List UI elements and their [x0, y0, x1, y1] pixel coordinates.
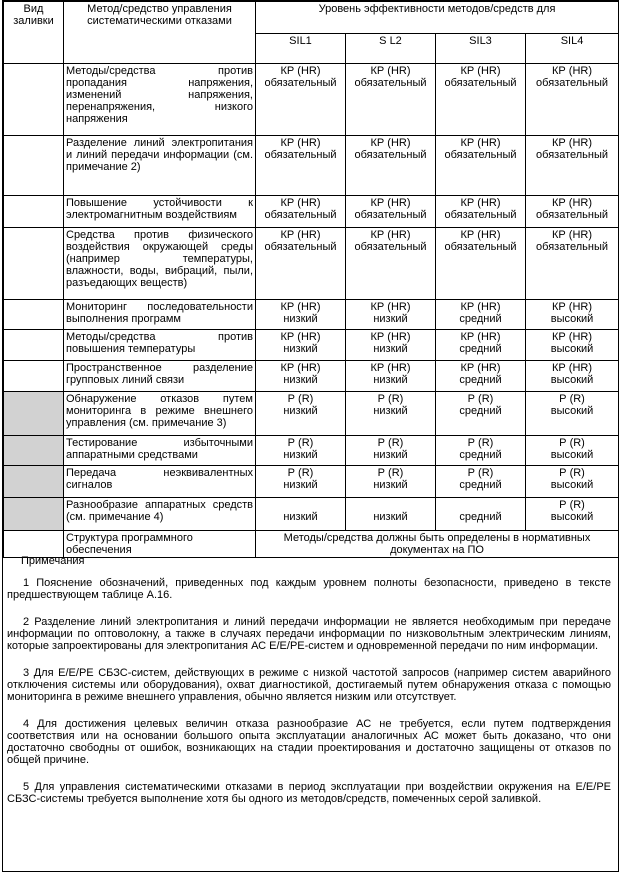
method-cell: Разнообразие аппаратных средств (см. примечание 4) [64, 498, 256, 531]
effectiveness-text: обязательный [444, 241, 517, 253]
recommendation-text: КР (HR) [280, 331, 321, 343]
level-cell-sil1 [256, 136, 346, 196]
recommendation-text: КР (HR) [460, 331, 501, 343]
recommendation-text: КР (HR) [552, 362, 593, 374]
kind-cell [4, 196, 64, 228]
table-row [4, 228, 619, 300]
level-cell-sil3 [436, 361, 526, 392]
methods-table [3, 1, 619, 558]
header-kind: Вид заливки [4, 2, 64, 64]
header-method: Метод/средство управления систематическими отказами [64, 2, 256, 64]
document-sheet [2, 0, 619, 872]
effectiveness-text: обязательный [264, 77, 337, 89]
effectiveness-text: низкий [373, 511, 408, 523]
effectiveness-text: низкий [373, 479, 408, 491]
level-cell-sil4 [526, 330, 619, 361]
level-cell-sil2 [346, 436, 436, 466]
level-cell-sil2 [346, 136, 436, 196]
effectiveness-text: обязательный [264, 241, 337, 253]
recommendation-text: Р (R) [377, 393, 404, 405]
level-cell-sil1 [256, 300, 346, 330]
level-cell-sil3 [436, 330, 526, 361]
recommendation-text [258, 499, 343, 511]
recommendation-text: КР (HR) [280, 65, 321, 77]
effectiveness-text: обязательный [444, 77, 517, 89]
recommendation-text: Р (R) [559, 393, 585, 405]
recommendation-text: КР (HR) [370, 331, 411, 343]
kind-cell [4, 392, 64, 436]
effectiveness-text: низкий [283, 449, 318, 461]
recommendation-text: КР (HR) [552, 301, 593, 313]
table-row [4, 361, 619, 392]
table-row [4, 330, 619, 361]
level-cell-sil1 [256, 498, 346, 531]
table-row [4, 392, 619, 436]
recommendation-text: Р (R) [287, 393, 314, 405]
effectiveness-text: низкий [283, 511, 318, 523]
recommendation-text: Р (R) [377, 437, 404, 449]
effectiveness-text: средний [459, 343, 502, 355]
effectiveness-text: низкий [373, 405, 408, 417]
recommendation-text: КР (HR) [460, 362, 501, 374]
kind-cell [4, 531, 64, 558]
level-cell-sil3 [436, 64, 526, 136]
notes-title: Примечания [21, 555, 85, 567]
level-cell-sil2 [346, 196, 436, 228]
method-cell: Повышение устойчивости к электромагнитным воздействиям [64, 196, 256, 228]
effectiveness-text: низкий [373, 343, 408, 355]
table-row [4, 196, 619, 228]
effectiveness-text: низкий [373, 313, 408, 325]
table-row [4, 300, 619, 330]
level-cell-sil2 [346, 228, 436, 300]
level-cell-sil1 [256, 330, 346, 361]
recommendation-text: КР (HR) [552, 331, 593, 343]
recommendation-text: КР (HR) [370, 65, 411, 77]
level-cell-sil2 [346, 466, 436, 498]
header-level: Уровень эффективности методов/средств для [256, 2, 619, 34]
method-cell: Пространственное разделение групповых линий связи [64, 361, 256, 392]
level-cell-sil2 [346, 330, 436, 361]
recommendation-text: КР (HR) [552, 197, 593, 209]
level-cell-sil4 [526, 64, 619, 136]
notes-section [3, 555, 618, 820]
effectiveness-text: высокий [550, 511, 594, 523]
effectiveness-text: высокий [550, 313, 594, 325]
level-cell-sil3 [436, 392, 526, 436]
level-cell-sil3 [436, 196, 526, 228]
effectiveness-text: средний [459, 479, 502, 491]
effectiveness-text: средний [459, 449, 502, 461]
kind-cell [4, 228, 64, 300]
method-cell: Методы/средства против повышения температуры [64, 330, 256, 361]
level-cell-sil3 [436, 498, 526, 531]
kind-cell [4, 466, 64, 498]
effectiveness-text: низкий [373, 449, 408, 461]
effectiveness-text: высокий [550, 374, 594, 386]
recommendation-text: Р (R) [467, 437, 494, 449]
level-cell-sil1 [256, 196, 346, 228]
level-cell-sil4 [526, 392, 619, 436]
recommendation-text [348, 499, 433, 511]
note-item: 3 Для Е/Е/РЕ СБЗС-систем, действующих в режиме с низкой частотой запросов (например систем аварийного отключения системы или оборудования), охват диагностикой, достигаемый путем обнаружения отказа с помощью мониторинга в режиме внешнего управления, обычно является низким или отсутствует. [7, 667, 611, 703]
level-cell-sil2 [346, 64, 436, 136]
effectiveness-text: обязательный [444, 149, 517, 161]
merged-requirement-cell: Методы/средства должны быть определены в нормативных документах на ПО [256, 531, 619, 558]
recommendation-text: Р (R) [467, 393, 494, 405]
effectiveness-text: средний [459, 405, 502, 417]
method-cell: Обнаружение отказов путем мониторинга в режиме внешнего управления (см. примечание 3) [64, 392, 256, 436]
level-cell-sil4 [526, 498, 619, 531]
level-cell-sil3 [436, 228, 526, 300]
level-cell-sil3 [436, 300, 526, 330]
effectiveness-text: высокий [550, 449, 594, 461]
recommendation-text: КР (HR) [280, 301, 321, 313]
table-row [4, 436, 619, 466]
level-cell-sil4 [526, 136, 619, 196]
method-cell: Разделение линий электропитания и линий передачи информации (см. примечание 2) [64, 136, 256, 196]
effectiveness-text: средний [459, 511, 502, 523]
recommendation-text: КР (HR) [280, 362, 321, 374]
table-row [4, 136, 619, 196]
kind-cell [4, 361, 64, 392]
recommendation-text: КР (HR) [370, 137, 411, 149]
level-cell-sil1 [256, 466, 346, 498]
method-cell: Структура программного обеспечения [64, 531, 256, 558]
effectiveness-text: обязательный [264, 149, 337, 161]
table-row [4, 466, 619, 498]
level-cell-sil3 [436, 136, 526, 196]
recommendation-text: Р (R) [559, 467, 585, 479]
recommendation-text: КР (HR) [552, 229, 593, 241]
recommendation-text: КР (HR) [280, 137, 321, 149]
recommendation-text: КР (HR) [280, 197, 321, 209]
kind-cell [4, 498, 64, 531]
effectiveness-text: обязательный [536, 209, 609, 221]
table-row [4, 64, 619, 136]
effectiveness-text: обязательный [444, 209, 517, 221]
level-cell-sil4 [526, 361, 619, 392]
header-sil3: SIL3 [436, 34, 526, 64]
kind-cell [4, 136, 64, 196]
level-cell-sil2 [346, 392, 436, 436]
effectiveness-text: низкий [283, 343, 318, 355]
recommendation-text: КР (HR) [370, 229, 411, 241]
recommendation-text: Р (R) [287, 467, 314, 479]
effectiveness-text: средний [459, 374, 502, 386]
effectiveness-text: низкий [373, 374, 408, 386]
recommendation-text: КР (HR) [552, 65, 593, 77]
recommendation-text: КР (HR) [460, 197, 501, 209]
level-cell-sil1 [256, 64, 346, 136]
recommendation-text: Р (R) [559, 437, 585, 449]
effectiveness-text: обязательный [354, 149, 427, 161]
recommendation-text: КР (HR) [460, 65, 501, 77]
level-cell-sil4 [526, 300, 619, 330]
note-item: 4 Для достижения целевых величин отказа разнообразие АС не требуется, если путем подтверждения соответствия или на основании большого опыта эксплуатации аналогичных АС может быть доказано, что они достаточно свободны от ошибок, возникающих на стадии проектирования и достаточно защищены от отказов по общей причине. [7, 718, 611, 766]
level-cell-sil3 [436, 436, 526, 466]
recommendation-text: Р (R) [559, 499, 585, 511]
method-cell: Мониторинг последовательности выполнения программ [64, 300, 256, 330]
recommendation-text: Р (R) [467, 467, 494, 479]
method-cell: Средства против физического воздействия окружающей среды (например температуры, влажности, воды, вибраций, пыли, разъедающих веществ) [64, 228, 256, 300]
method-cell: Методы/средства против пропадания напряжения, изменений напряжения, перенапряжения, низкого напряжения [64, 64, 256, 136]
method-cell: Передача неэквивалентных сигналов [64, 466, 256, 498]
recommendation-text: КР (HR) [552, 137, 593, 149]
effectiveness-text: низкий [283, 313, 318, 325]
level-cell-sil4 [526, 228, 619, 300]
note-item: 1 Пояснение обозначений, приведенных под каждым уровнем полноты безопасности, приведено в тексте предшествующем таблице А.16. [7, 577, 611, 601]
header-sil2: S L2 [346, 34, 436, 64]
kind-cell [4, 330, 64, 361]
effectiveness-text: обязательный [536, 149, 609, 161]
recommendation-text: Р (R) [377, 467, 404, 479]
level-cell-sil1 [256, 361, 346, 392]
kind-cell [4, 436, 64, 466]
effectiveness-text: высокий [550, 405, 594, 417]
recommendation-text: КР (HR) [370, 362, 411, 374]
level-cell-sil2 [346, 300, 436, 330]
effectiveness-text: обязательный [536, 77, 609, 89]
level-cell-sil2 [346, 498, 436, 531]
kind-cell [4, 300, 64, 330]
effectiveness-text: высокий [550, 343, 594, 355]
level-cell-sil1 [256, 436, 346, 466]
method-cell: Тестирование избыточными аппаратными средствами [64, 436, 256, 466]
recommendation-text: КР (HR) [370, 197, 411, 209]
header-sil1: SIL1 [256, 34, 346, 64]
note-item: 2 Разделение линий электропитания и линий передачи информации не является необходимым при передаче информации по оптоволокну, а также в случаях передачи информации по низковольтным электрическим линиям, которые запроектированы для электропитания АС Е/Е/РЕ-систем и одновременной передачи по ним информации. [7, 616, 611, 652]
recommendation-text: КР (HR) [280, 229, 321, 241]
recommendation-text: КР (HR) [370, 301, 411, 313]
effectiveness-text: обязательный [354, 241, 427, 253]
header-sil4: SIL4 [526, 34, 619, 64]
kind-cell [4, 64, 64, 136]
level-cell-sil4 [526, 436, 619, 466]
recommendation-text: КР (HR) [460, 137, 501, 149]
effectiveness-text: обязательный [264, 209, 337, 221]
effectiveness-text: обязательный [354, 77, 427, 89]
recommendation-text: КР (HR) [460, 301, 501, 313]
table-row [4, 498, 619, 531]
level-cell-sil3 [436, 466, 526, 498]
level-cell-sil1 [256, 228, 346, 300]
effectiveness-text: низкий [283, 479, 318, 491]
note-item: 5 Для управления систематическими отказами в период эксплуатации при воздействии окружения на Е/Е/РЕ СБЗС-системы требуется выполнение хотя бы одного из методов/средств, помеченных серой заливкой. [7, 781, 611, 805]
level-cell-sil2 [346, 361, 436, 392]
effectiveness-text: высокий [550, 479, 594, 491]
level-cell-sil4 [526, 196, 619, 228]
effectiveness-text: средний [459, 313, 502, 325]
recommendation-text: КР (HR) [460, 229, 501, 241]
recommendation-text: Р (R) [287, 437, 314, 449]
effectiveness-text: обязательный [354, 209, 427, 221]
effectiveness-text: обязательный [536, 241, 609, 253]
level-cell-sil4 [526, 466, 619, 498]
table-row [4, 531, 619, 558]
level-cell-sil1 [256, 392, 346, 436]
effectiveness-text: низкий [283, 405, 318, 417]
recommendation-text [438, 499, 523, 511]
effectiveness-text: низкий [283, 374, 318, 386]
